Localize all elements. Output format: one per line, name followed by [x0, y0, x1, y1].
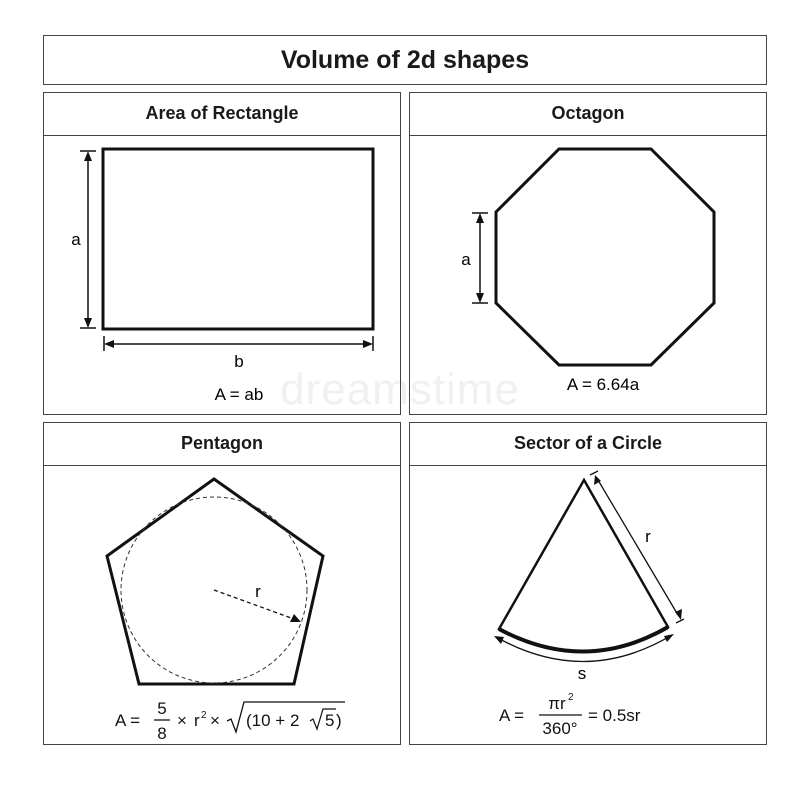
octagon-panel: [409, 92, 767, 415]
oct-label-a: a: [461, 250, 471, 269]
sector-label-r: r: [645, 527, 651, 546]
sector-formula-prefix: A =: [499, 706, 525, 725]
sector-label-s: s: [577, 664, 587, 683]
pent-label-r: r: [255, 582, 261, 601]
sector-frac-num-sup: 2: [568, 692, 574, 703]
pent-close-paren: ): [336, 711, 342, 730]
rect-label-b: b: [234, 352, 244, 371]
rect-a-arrow-up: [84, 151, 92, 161]
sector-header: Sector of a Circle: [410, 423, 766, 466]
sector-r-tick-top: [590, 471, 598, 475]
pentagon-panel: [43, 422, 401, 745]
pentagon-radius-line: [214, 590, 294, 619]
rectangle-panel: [43, 92, 401, 415]
title-box: [43, 35, 767, 85]
sector-arc: [499, 627, 668, 652]
sector-formula-suffix: = 0.5sr: [588, 706, 641, 725]
rect-b-arrow-right: [363, 340, 373, 348]
rectangle-shape: [103, 149, 373, 329]
sector-s-arrow-right: [664, 634, 674, 642]
pent-times-1: ×: [177, 711, 187, 730]
pent-frac-den: 8: [157, 724, 167, 743]
pent-frac-num: 5: [157, 699, 167, 718]
sector-diagram: [410, 423, 768, 746]
sector-panel: [409, 422, 767, 745]
pentagon-header: Pentagon: [44, 423, 400, 466]
sector-shape: [499, 480, 668, 652]
pent-formula-prefix: A =: [115, 711, 141, 730]
pentagon-diagram: [44, 423, 402, 746]
rectangle-header: Area of Rectangle: [44, 93, 400, 136]
octagon-diagram: [410, 93, 768, 416]
rect-a-arrow-down: [84, 318, 92, 328]
pent-r: r: [194, 711, 200, 730]
rect-formula: A = ab: [214, 385, 264, 404]
sector-formula: [499, 692, 641, 738]
oct-a-arrow-down: [476, 293, 484, 303]
pent-times-2: ×: [210, 711, 220, 730]
rect-label-a: a: [71, 230, 81, 249]
pentagon-radius-arrow: [290, 614, 301, 622]
octagon-shape: [496, 149, 714, 365]
sector-s-arrow-left: [494, 636, 504, 644]
pent-inner-root: 5: [325, 711, 335, 730]
page-title: Volume of 2d shapes: [280, 46, 530, 74]
pent-root-text: (10 + 2: [246, 711, 300, 730]
sector-frac-den: 360°: [542, 719, 578, 738]
sector-frac-num: πr: [548, 694, 566, 713]
octagon-header: Octagon: [410, 93, 766, 136]
sector-r-line: [598, 480, 678, 615]
rect-b-arrow-left: [104, 340, 114, 348]
rectangle-diagram: [44, 93, 402, 416]
oct-formula: A = 6.64a: [566, 375, 640, 394]
pentagon-shape: [107, 479, 323, 684]
pent-r-sup: 2: [201, 710, 207, 721]
oct-a-arrow-up: [476, 213, 484, 223]
pent-formula: [115, 699, 345, 743]
sector-r-tick-bottom: [676, 619, 684, 623]
